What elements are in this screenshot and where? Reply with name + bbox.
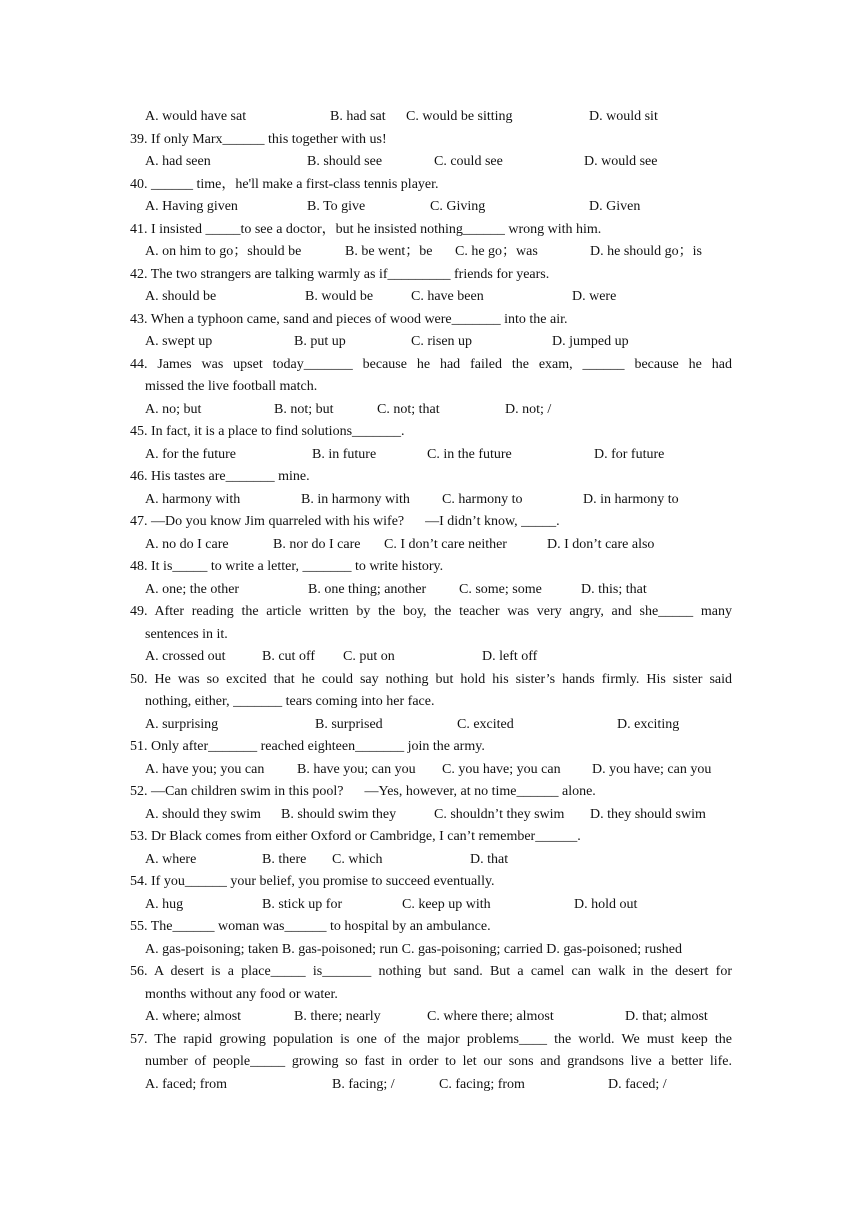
option-c: C. not; that <box>377 401 440 417</box>
option-d: D. this; that <box>581 581 647 597</box>
option-a: A. surprising <box>145 716 219 732</box>
question-continuation: missed the live football match. <box>145 379 318 394</box>
option-c: C. I don’t care neither <box>384 536 507 552</box>
question-text: 45. In fact, it is a place to find solutions_______. <box>130 424 405 439</box>
option-c: C. put on <box>343 649 395 664</box>
option-d: D. you have; can you <box>592 761 712 777</box>
option-c: C. could see <box>434 154 503 169</box>
option-c: C. in the future <box>427 446 512 462</box>
option-b: B. facing; / <box>332 1076 395 1092</box>
question-text: 48. It is_____ to write a letter, _______ to write history. <box>130 559 444 574</box>
option-d: D. faced; / <box>608 1076 667 1092</box>
question-continuation: months without any food or water. <box>145 986 338 1002</box>
question-text: 44. James was upset today_______ because he had failed the exam, ______ because he had <box>130 356 732 372</box>
option-c: C. facing; from <box>439 1076 525 1092</box>
option-d: D. left off <box>482 649 538 664</box>
option-a: A. no do I care <box>145 536 229 552</box>
option-c: C. excited <box>457 716 514 732</box>
option-a: A. hug <box>145 896 184 912</box>
question-continuation: number of people_____ growing so fast in order to let our sons and grandsons live a better life. <box>145 1054 732 1069</box>
question-text: 42. The two strangers are talking warmly as if_________ friends for years. <box>130 266 550 282</box>
question-text: 43. When a typhoon came, sand and pieces of wood were_______ into the air. <box>130 311 568 327</box>
option-b: B. there; nearly <box>294 1009 381 1024</box>
option-b: B. there <box>262 851 307 867</box>
option-a: A. where <box>145 851 197 867</box>
option-d: D. I don’t care also <box>547 536 655 552</box>
option-a: A. where; almost <box>145 1009 242 1024</box>
option-b: B. in harmony with <box>301 491 410 507</box>
question-continuation: nothing, either, _______ tears coming into her face. <box>145 694 435 709</box>
option-c: C. harmony to <box>442 491 523 507</box>
option-b: B. have you; can you <box>297 761 416 777</box>
option-d: D. jumped up <box>552 334 629 349</box>
option-b: B. be went；be <box>345 244 433 259</box>
question-text: 53. Dr Black comes from either Oxford or Cambridge, I can’t remember______. <box>130 829 581 844</box>
question-text: 54. If you______ your belief, you promise to succeed eventually. <box>130 874 495 889</box>
question-continuation: sentences in it. <box>145 626 228 642</box>
option-c: C. where there; almost <box>427 1009 554 1024</box>
option-a: A. no; but <box>145 401 202 417</box>
question-text: 46. His tastes are_______ mine. <box>130 469 310 484</box>
option-a: A. harmony with <box>145 491 241 507</box>
question-text: 50. He was so excited that he could say nothing but hold his sister’s hands firmly. His sister said <box>130 671 732 687</box>
option-b: B. in future <box>312 446 377 462</box>
option-d: D. that <box>470 851 509 867</box>
option-d: D. not; / <box>505 401 552 417</box>
option-a: A. on him to go；should be <box>145 244 302 259</box>
option-c: C. have been <box>411 289 484 304</box>
option-d: D. they should swim <box>590 806 706 822</box>
option-d: D. he should go；is <box>590 244 702 259</box>
option-c: C. shouldn’t they swim <box>434 806 565 822</box>
option-a: A. for the future <box>145 446 236 462</box>
option-b: B. not; but <box>274 401 334 417</box>
question-text: 39. If only Marx______ this together with us! <box>130 131 387 147</box>
option-d: D. in harmony to <box>583 491 679 507</box>
question-text: 56. A desert is a place_____ is_______ nothing but sand. But a camel can walk in the desert for <box>130 964 732 979</box>
option-a: A. swept up <box>145 334 213 349</box>
option-b: B. had sat <box>330 109 386 124</box>
option-a: A. should they swim <box>145 806 261 822</box>
option-a: A. have you; you can <box>145 761 265 777</box>
option-a: A. one; the other <box>145 581 240 597</box>
option-b: B. stick up for <box>262 896 343 912</box>
question-text: 40. ______ time，he'll make a first-class tennis player. <box>130 176 439 192</box>
option-b: B. cut off <box>262 649 316 664</box>
option-b: B. nor do I care <box>273 536 361 552</box>
option-b: B. should swim they <box>281 806 397 822</box>
option-a: A. would have sat <box>145 109 247 124</box>
option-a: A. should be <box>145 289 217 304</box>
option-a: A. Having given <box>145 199 238 214</box>
option-c: C. you have; you can <box>442 761 561 777</box>
option-b: B. To give <box>307 199 366 214</box>
option-a: A. faced; from <box>145 1076 228 1092</box>
question-text: 57. The rapid growing population is one of the major problems____ the world. We must keep the <box>130 1031 732 1047</box>
option-b: B. should see <box>307 154 383 169</box>
option-d: D. exciting <box>617 716 680 732</box>
option-a: A. had seen <box>145 154 211 169</box>
option-b: B. surprised <box>315 716 383 732</box>
option-d: D. Given <box>589 199 641 214</box>
question-text: 51. Only after_______ reached eighteen_______ join the army. <box>130 739 485 754</box>
option-d: D. would sit <box>589 109 658 124</box>
option-c: C. risen up <box>411 334 473 349</box>
option-c: C. which <box>332 851 383 867</box>
option-c: C. keep up with <box>402 896 491 912</box>
question-text: 41. I insisted _____to see a doctor，but he insisted nothing______ wrong with him. <box>130 221 602 237</box>
question-text: 49. After reading the article written by the boy, the teacher was very angry, and she_____ many <box>130 604 732 619</box>
question-text: 47. —Do you know Jim quarreled with his wife? —I didn’t know, _____. <box>130 514 560 529</box>
option-d: D. were <box>572 289 617 304</box>
option-a: A. crossed out <box>145 649 226 664</box>
option-c: C. Giving <box>430 199 486 214</box>
option-d: D. hold out <box>574 896 638 912</box>
option-b: B. one thing; another <box>308 581 427 597</box>
options-row: A. gas-poisoning; taken B. gas-poisoned; run C. gas-poisoning; carried D. gas-poisoned; rushed <box>145 941 682 957</box>
option-d: D. that; almost <box>625 1009 708 1024</box>
question-text: 52. —Can children swim in this pool? —Yes, however, at no time______ alone. <box>130 784 596 799</box>
option-d: D. for future <box>594 446 665 462</box>
question-text: 55. The______ woman was______ to hospital by an ambulance. <box>130 919 491 934</box>
option-c: C. some; some <box>459 581 542 597</box>
option-b: B. would be <box>305 289 374 304</box>
option-c: C. would be sitting <box>406 109 513 124</box>
option-c: C. he go；was <box>455 244 538 259</box>
option-b: B. put up <box>294 334 346 349</box>
option-d: D. would see <box>584 154 658 169</box>
